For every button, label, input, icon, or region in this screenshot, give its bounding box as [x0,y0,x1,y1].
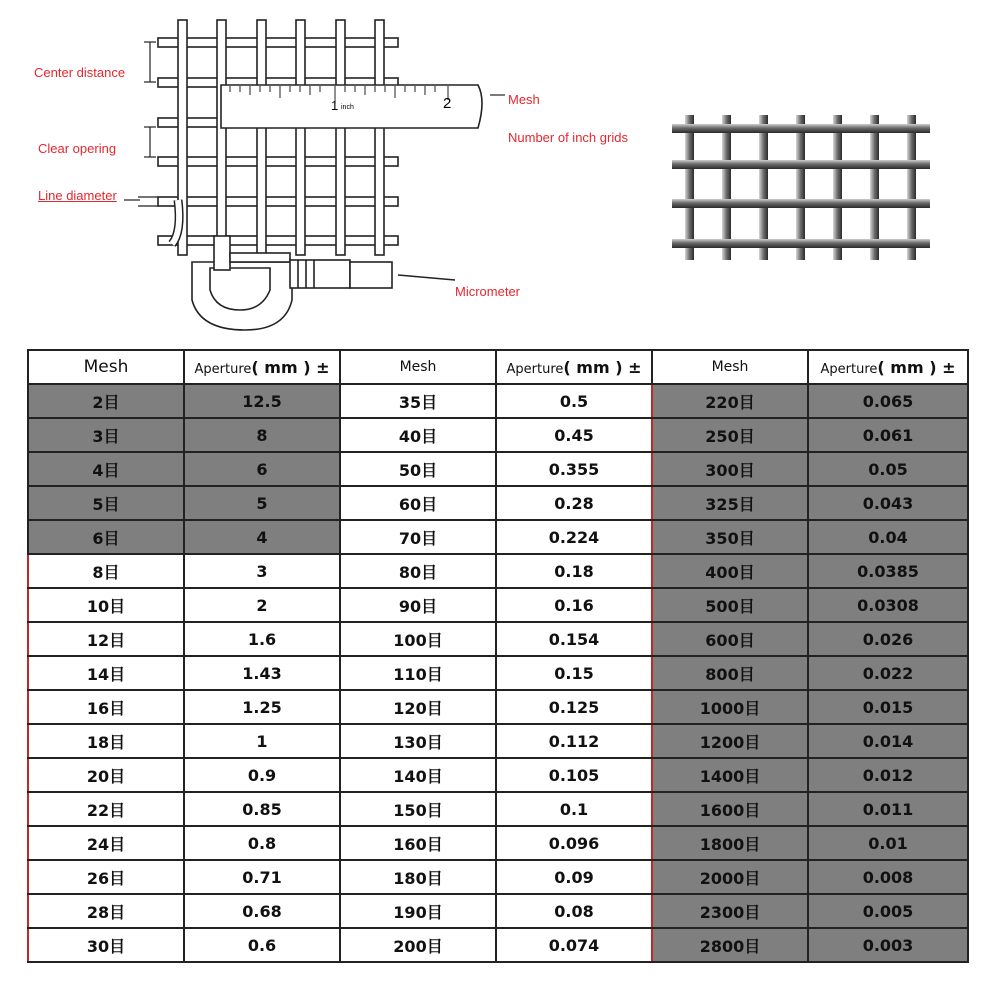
aperture-cell: 0.01 [808,826,968,860]
aperture-cell: 0.71 [184,860,340,894]
mesh-cell: 500目 [652,588,808,622]
mesh-cell: 1600目 [652,792,808,826]
mesh-cell: 4目 [28,452,184,486]
mesh-cell: 325目 [652,486,808,520]
mesh-cell: 120目 [340,690,496,724]
aperture-cell: 0.04 [808,520,968,554]
table-header-row [28,350,968,384]
aperture-cell: 0.08 [496,894,652,928]
aperture-cell: 0.15 [496,656,652,690]
aperture-cell: 0.5 [496,384,652,418]
mesh-cell: 190目 [340,894,496,928]
table-row [28,860,968,894]
callout-center-distance: Center distance [34,65,126,80]
mesh-cell: 90目 [340,588,496,622]
table-row [28,792,968,826]
table-row [28,690,968,724]
mesh-cell: 130目 [340,724,496,758]
aperture-cell: 0.125 [496,690,652,724]
mesh-cell: 3目 [28,418,184,452]
mesh-diagram [0,0,1000,345]
mesh-cell: 180目 [340,860,496,894]
mesh-cell: 400目 [652,554,808,588]
mesh-cell: 40目 [340,418,496,452]
line-art-mesh [158,20,398,255]
mesh-cell: 100目 [340,622,496,656]
aperture-cell: 0.45 [496,418,652,452]
aperture-cell: 1.43 [184,656,340,690]
mesh-cell: 24目 [28,826,184,860]
aperture-cell: 0.09 [496,860,652,894]
aperture-cell: 0.011 [808,792,968,826]
mesh-cell: 110目 [340,656,496,690]
mesh-cell: 150目 [340,792,496,826]
mesh-cell: 16目 [28,690,184,724]
mesh-cell: 350目 [652,520,808,554]
table-row [28,418,968,452]
aperture-cell: 0.043 [808,486,968,520]
mesh-cell: 1800目 [652,826,808,860]
mesh-cell: 5目 [28,486,184,520]
header-aperture: Aperture( mm ) ± [808,350,968,384]
micrometer-drawing [192,236,455,330]
aperture-cell: 0.154 [496,622,652,656]
mesh-cell: 80目 [340,554,496,588]
mesh-cell: 300目 [652,452,808,486]
mesh-cell: 26目 [28,860,184,894]
aperture-cell: 3 [184,554,340,588]
header-aperture: Aperture( mm ) ± [184,350,340,384]
mesh-cell: 160目 [340,826,496,860]
aperture-cell: 0.8 [184,826,340,860]
mesh-cell: 30目 [28,928,184,962]
aperture-cell: 0.68 [184,894,340,928]
mesh-cell: 6目 [28,520,184,554]
mesh-cell: 35目 [340,384,496,418]
mesh-cell: 800目 [652,656,808,690]
aperture-cell: 0.05 [808,452,968,486]
mesh-cell: 60目 [340,486,496,520]
aperture-cell: 1.6 [184,622,340,656]
table-row [28,724,968,758]
aperture-cell: 0.015 [808,690,968,724]
aperture-cell: 0.9 [184,758,340,792]
mesh-cell: 1000目 [652,690,808,724]
mesh-cell: 2300目 [652,894,808,928]
mesh-aperture-table [27,349,969,963]
aperture-cell: 0.16 [496,588,652,622]
aperture-cell: 0.012 [808,758,968,792]
mesh-cell: 200目 [340,928,496,962]
aperture-cell: 0.003 [808,928,968,962]
mesh-cell: 8目 [28,554,184,588]
aperture-cell: 0.6 [184,928,340,962]
aperture-cell: 0.355 [496,452,652,486]
mesh-cell: 250目 [652,418,808,452]
mesh-cell: 20目 [28,758,184,792]
table-row [28,656,968,690]
table-row [28,588,968,622]
aperture-cell: 0.014 [808,724,968,758]
callout-clear-opening: Clear opering [38,141,117,156]
aperture-cell: 0.112 [496,724,652,758]
mesh-cell: 18目 [28,724,184,758]
table-row [28,486,968,520]
mesh-cell: 140目 [340,758,496,792]
woven-mesh-photo [672,115,930,260]
aperture-cell: 12.5 [184,384,340,418]
mesh-cell: 220目 [652,384,808,418]
callout-micrometer: Micrometer [455,284,521,299]
aperture-cell: 5 [184,486,340,520]
table-row [28,452,968,486]
aperture-cell: 1.25 [184,690,340,724]
aperture-cell: 0.096 [496,826,652,860]
aperture-cell: 0.0308 [808,588,968,622]
table-row [28,758,968,792]
aperture-cell: 2 [184,588,340,622]
callout-mesh: Mesh [508,92,540,107]
aperture-cell: 8 [184,418,340,452]
aperture-cell: 0.18 [496,554,652,588]
ruler-unit: inch [341,104,354,111]
aperture-cell: 0.1 [496,792,652,826]
table-row [28,520,968,554]
mesh-cell: 14目 [28,656,184,690]
aperture-cell: 0.28 [496,486,652,520]
mesh-cell: 50目 [340,452,496,486]
aperture-cell: 6 [184,452,340,486]
table-row [28,894,968,928]
aperture-cell: 0.008 [808,860,968,894]
aperture-cell: 0.022 [808,656,968,690]
callout-line-diameter: Line diameter [38,188,117,203]
header-mesh: Mesh [28,350,184,384]
header-mesh: Mesh [652,350,808,384]
table-row [28,928,968,962]
aperture-cell: 0.065 [808,384,968,418]
mesh-cell: 22目 [28,792,184,826]
aperture-cell: 1 [184,724,340,758]
mesh-cell: 1200目 [652,724,808,758]
table-body [28,384,968,962]
mesh-cell: 2000目 [652,860,808,894]
mesh-cell: 2800目 [652,928,808,962]
mesh-cell: 28目 [28,894,184,928]
aperture-cell: 0.005 [808,894,968,928]
mesh-cell: 12目 [28,622,184,656]
mesh-cell: 10目 [28,588,184,622]
mesh-cell: 70目 [340,520,496,554]
table-row [28,384,968,418]
mesh-cell: 2目 [28,384,184,418]
header-aperture: Aperture( mm ) ± [496,350,652,384]
ruler-mark-2: 2 [443,95,452,112]
aperture-cell: 0.074 [496,928,652,962]
aperture-cell: 0.224 [496,520,652,554]
mesh-cell: 600目 [652,622,808,656]
table-row [28,826,968,860]
table-row [28,622,968,656]
mesh-cell: 1400目 [652,758,808,792]
aperture-cell: 0.85 [184,792,340,826]
aperture-cell: 0.026 [808,622,968,656]
aperture-cell: 0.105 [496,758,652,792]
table-row [28,554,968,588]
aperture-cell: 4 [184,520,340,554]
aperture-cell: 0.061 [808,418,968,452]
ruler-mark-1: 1 [331,98,339,113]
callout-number-of-inch-grids: Number of inch grids [508,130,628,145]
header-mesh: Mesh [340,350,496,384]
aperture-cell: 0.0385 [808,554,968,588]
